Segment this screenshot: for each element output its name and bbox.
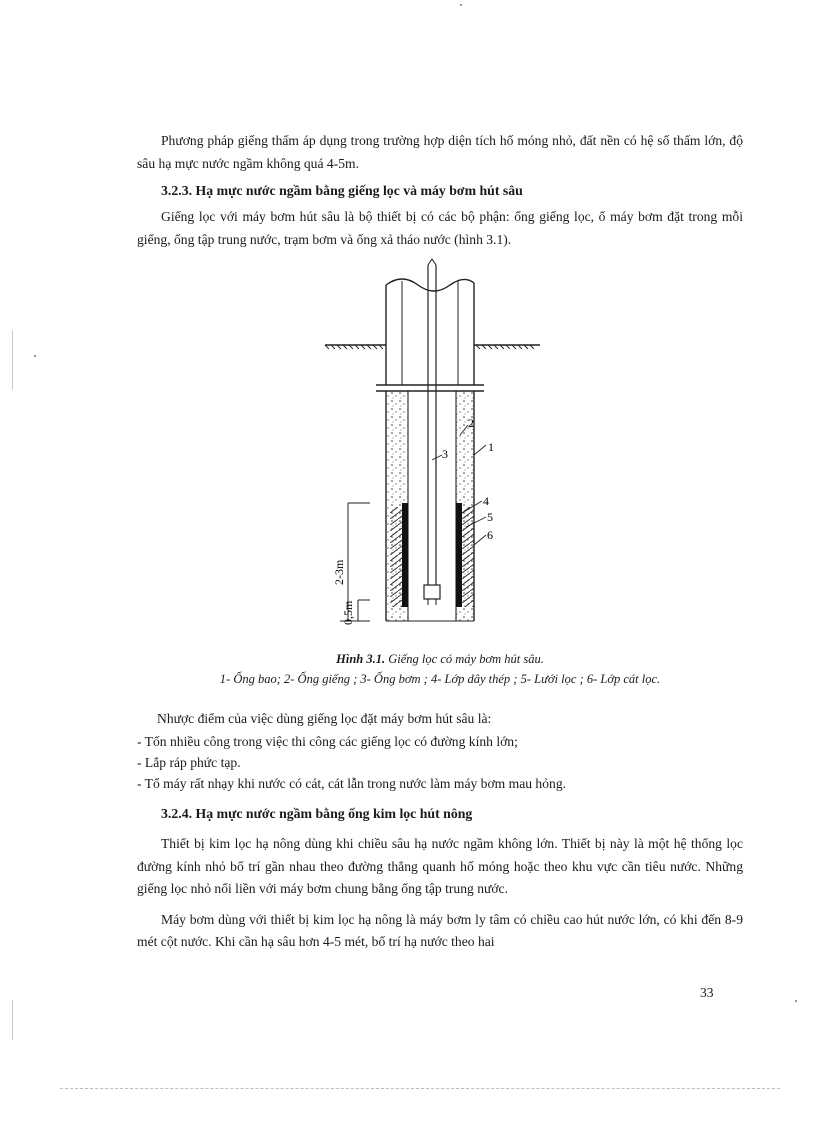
figure-caption-label: Hình 3.1. — [336, 652, 386, 666]
section-323-heading: 3.2.3. Hạ mực nước ngầm bằng giếng lọc và máy bơm hút sâu — [161, 183, 523, 198]
scan-bottom-rule — [60, 1088, 780, 1089]
depth-label-bottom: 0,5m — [341, 600, 355, 625]
section-324 — [137, 803, 743, 954]
intro-paragraph: Phương pháp giếng thấm áp dụng trong trường hợp diện tích hố móng nhỏ, đất nền có hệ số thấm lớn, độ sâu hạ mực nước ngầm không quá 4-5m. — [137, 133, 743, 171]
figure-caption — [137, 652, 743, 667]
pump-unit — [424, 585, 440, 605]
scan-speck — [34, 355, 36, 357]
section-323-paragraph: Giếng lọc với máy bơm hút sâu là bộ thiết bị có các bộ phận: ống giếng lọc, ổ máy bơm đặt trong mỗi giếng, ống tập trung nước, trạm bơm và ống xả tháo nước (hình 3.1). — [137, 209, 743, 247]
scan-edge-mark — [12, 1000, 13, 1040]
intro-block — [137, 130, 743, 175]
section-324-heading: 3.2.4. Hạ mực nước ngầm bằng ống kim lọc hút nông — [161, 806, 473, 821]
figure-legend: 1- Ống bao; 2- Ống giếng ; 3- Ống bơm ; 4- Lớp dây thép ; 5- Lưới lọc ; 6- Lớp cát lọc. — [219, 672, 661, 686]
label-3: 3 — [442, 447, 448, 461]
drawbacks-intro: Nhược điểm của việc dùng giếng lọc đặt máy bơm hút sâu là: — [157, 711, 492, 726]
scan-speck — [795, 1000, 797, 1002]
scan-speck — [460, 4, 462, 6]
ground-surface — [325, 345, 540, 349]
section-324-paragraph-1: Thiết bị kim lọc hạ nông dùng khi chiều sâu hạ nước ngầm không lớn. Thiết bị này là một hệ thống lọc đường kính nhỏ bố trí gần nhau theo đường thẳng quanh hố móng hoặc theo khu vực cần tiêu nước. Những giếng lọc nhỏ nối liền với máy bơm chung bằng ống tập trung nước. — [137, 836, 743, 896]
depth-label-filter: 2-3m — [332, 559, 346, 585]
section-324-paragraph-2: Máy bơm dùng với thiết bị kim lọc hạ nông là máy bơm ly tâm có chiều cao hút nước lớn, có khi đến 8-9 mét cột nước. Khi cần hạ sâu hơn 4-5 mét, bố trí hạ nước theo hai — [137, 911, 743, 949]
drawback-item-1: - Tốn nhiều công trong việc thi công các giếng lọc có đường kính lớn; — [137, 733, 518, 749]
label-6: 6 — [487, 528, 493, 542]
drawbacks-block — [137, 708, 743, 794]
figure-caption-text: Giếng lọc có máy bơm hút sâu. — [385, 652, 544, 666]
label-2: 2 — [468, 416, 474, 430]
drawback-item-2: - Lắp ráp phức tạp. — [137, 754, 241, 770]
label-4: 4 — [483, 494, 489, 508]
drawback-item-3: - Tổ máy rất nhạy khi nước có cát, cát lẫn trong nước làm máy bơm mau hỏng. — [137, 775, 567, 791]
page-number: 33 — [700, 985, 714, 1000]
label-1: 1 — [488, 440, 494, 454]
well-filter-diagram — [310, 255, 560, 645]
section-323 — [137, 180, 743, 251]
label-5: 5 — [487, 510, 493, 524]
scan-edge-mark — [12, 330, 13, 390]
pipe-flange — [376, 385, 484, 391]
